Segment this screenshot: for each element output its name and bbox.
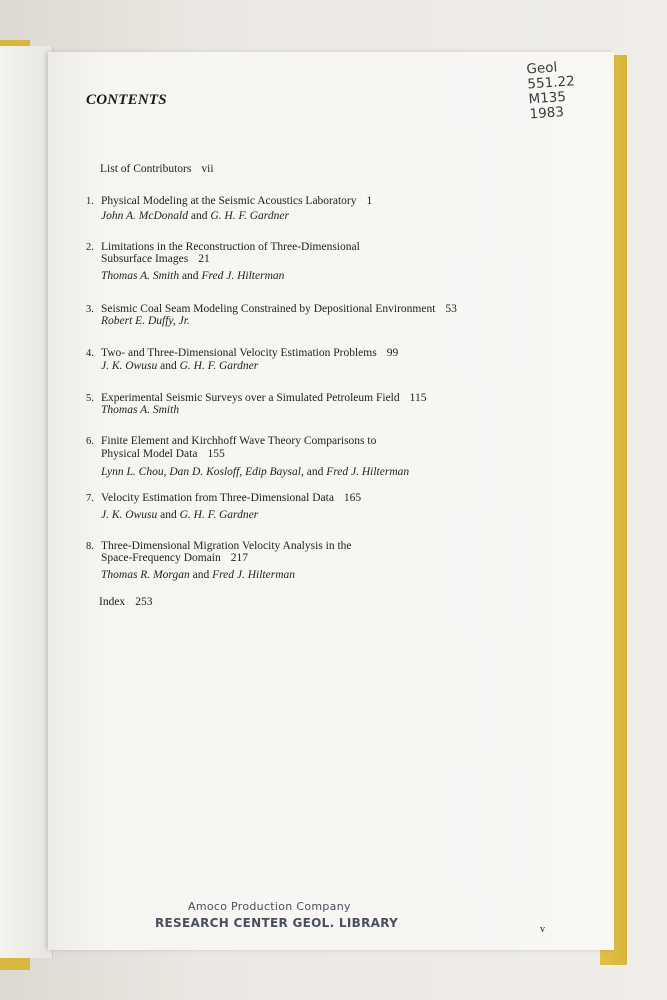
author-name: J. K. Owusu bbox=[101, 360, 158, 372]
toc-entry-title-continued bbox=[101, 253, 210, 265]
toc-entry-page: 53 bbox=[445, 303, 457, 315]
author-conjunction: and bbox=[187, 210, 211, 222]
handwritten-call-number bbox=[526, 58, 602, 123]
toc-entry-page: 1 bbox=[366, 195, 373, 207]
author-name: G. H. F. Gardner bbox=[179, 509, 259, 521]
toc-chapter-entry bbox=[86, 241, 360, 253]
author-name: Thomas A. Smith bbox=[101, 270, 180, 282]
author-name: Robert E. Duffy, Jr. bbox=[101, 315, 190, 327]
toc-entry-authors bbox=[101, 509, 258, 521]
toc-chapter-number: 1. bbox=[86, 196, 94, 207]
toc-entry-authors bbox=[101, 360, 258, 372]
toc-chapter-number: 5. bbox=[86, 393, 94, 404]
toc-entry-authors bbox=[101, 466, 409, 478]
toc-entry-title: Physical Modeling at the Seismic Acoustics Laboratory bbox=[101, 195, 357, 207]
toc-chapter-number: 6. bbox=[86, 436, 94, 447]
toc-entry-title: Limitations in the Reconstruction of Three-Dimensional bbox=[101, 241, 360, 253]
author-name: Lynn L. Chou, Dan D. Kosloff, Edip Baysal, bbox=[101, 466, 304, 478]
toc-entry-page: vii bbox=[201, 163, 214, 175]
call-number-line: 551.22 bbox=[526, 73, 576, 93]
toc-entry-title: Space-Frequency Domain bbox=[101, 552, 221, 564]
toc-front-entry bbox=[100, 163, 214, 175]
toc-entry-authors bbox=[101, 569, 295, 581]
toc-entry-title: Subsurface Images bbox=[101, 253, 189, 265]
toc-entry-page: 217 bbox=[230, 552, 249, 564]
toc-entry-page: 165 bbox=[343, 492, 362, 504]
toc-entry-title-continued bbox=[101, 448, 225, 460]
author-name: J. K. Owusu bbox=[101, 509, 158, 521]
toc-chapter-entry bbox=[86, 195, 372, 207]
toc-entry-authors bbox=[101, 210, 289, 222]
toc-chapter-number: 8. bbox=[86, 541, 94, 552]
toc-chapter-number: 7. bbox=[86, 493, 94, 504]
toc-entry-page: 99 bbox=[386, 347, 399, 359]
toc-entry-title: Experimental Seismic Surveys over a Simulated Petroleum Field bbox=[101, 392, 400, 404]
author-name: Fred J. Hilterman bbox=[201, 270, 285, 282]
author-conjunction: and bbox=[157, 360, 180, 372]
toc-entry-page: 115 bbox=[409, 392, 427, 404]
toc-entry-title: Index bbox=[99, 596, 126, 608]
author-name: John A. McDonald bbox=[101, 210, 188, 222]
toc-chapter-number: 4. bbox=[86, 348, 94, 359]
author-name: G. H. F. Gardner bbox=[179, 360, 259, 372]
toc-entry-title: Two- and Three-Dimensional Velocity Estimation Problems bbox=[101, 347, 377, 359]
toc-entry-page: 21 bbox=[198, 253, 210, 265]
author-conjunction: and bbox=[303, 466, 327, 478]
previous-page-edge bbox=[0, 46, 53, 958]
toc-entry-title: Three-Dimensional Migration Velocity Analysis in the bbox=[101, 540, 352, 552]
toc-entry-title-continued bbox=[101, 552, 248, 564]
contents-heading: CONTENTS bbox=[86, 92, 167, 108]
author-name: Thomas A. Smith bbox=[101, 404, 180, 416]
author-conjunction: and bbox=[189, 569, 213, 581]
toc-chapter-entry bbox=[86, 303, 457, 315]
stamp-line: Amoco Production Company bbox=[188, 900, 351, 913]
author-name: Fred J. Hilterman bbox=[326, 466, 410, 478]
toc-entry-authors bbox=[101, 270, 284, 282]
toc-entry-title: List of Contributors bbox=[100, 163, 192, 175]
author-name: Thomas R. Morgan bbox=[101, 569, 190, 581]
toc-entry-title: Velocity Estimation from Three-Dimensional Data bbox=[101, 492, 334, 504]
toc-chapter-number: 2. bbox=[86, 242, 94, 253]
toc-entry-title: Physical Model Data bbox=[101, 448, 198, 460]
author-name: Fred J. Hilterman bbox=[212, 569, 296, 581]
toc-chapter-number: 3. bbox=[86, 304, 94, 315]
author-name: G. H. F. Gardner bbox=[210, 210, 289, 222]
toc-entry-authors bbox=[101, 404, 179, 416]
toc-chapter-entry bbox=[86, 392, 426, 404]
toc-entry-authors bbox=[101, 315, 190, 327]
toc-entry-title: Finite Element and Kirchhoff Wave Theory Comparisons to bbox=[101, 435, 377, 447]
author-conjunction: and bbox=[179, 270, 202, 282]
toc-entry-page: 253 bbox=[135, 596, 153, 608]
call-number-line: M135 bbox=[528, 88, 567, 108]
call-number-line: 1983 bbox=[529, 104, 565, 123]
toc-entry-title: Seismic Coal Seam Modeling Constrained by Depositional Environment bbox=[101, 303, 436, 315]
toc-chapter-entry bbox=[86, 540, 352, 552]
author-conjunction: and bbox=[157, 509, 180, 521]
stamp-line: RESEARCH CENTER GEOL. LIBRARY bbox=[155, 916, 399, 930]
toc-entry-page: 155 bbox=[207, 448, 225, 460]
toc-chapter-entry bbox=[86, 347, 398, 359]
toc-chapter-entry bbox=[86, 435, 376, 447]
call-number-line: Geol bbox=[525, 59, 558, 78]
toc-index-entry bbox=[99, 596, 152, 608]
toc-chapter-entry bbox=[86, 492, 361, 504]
page-number: v bbox=[540, 924, 545, 935]
